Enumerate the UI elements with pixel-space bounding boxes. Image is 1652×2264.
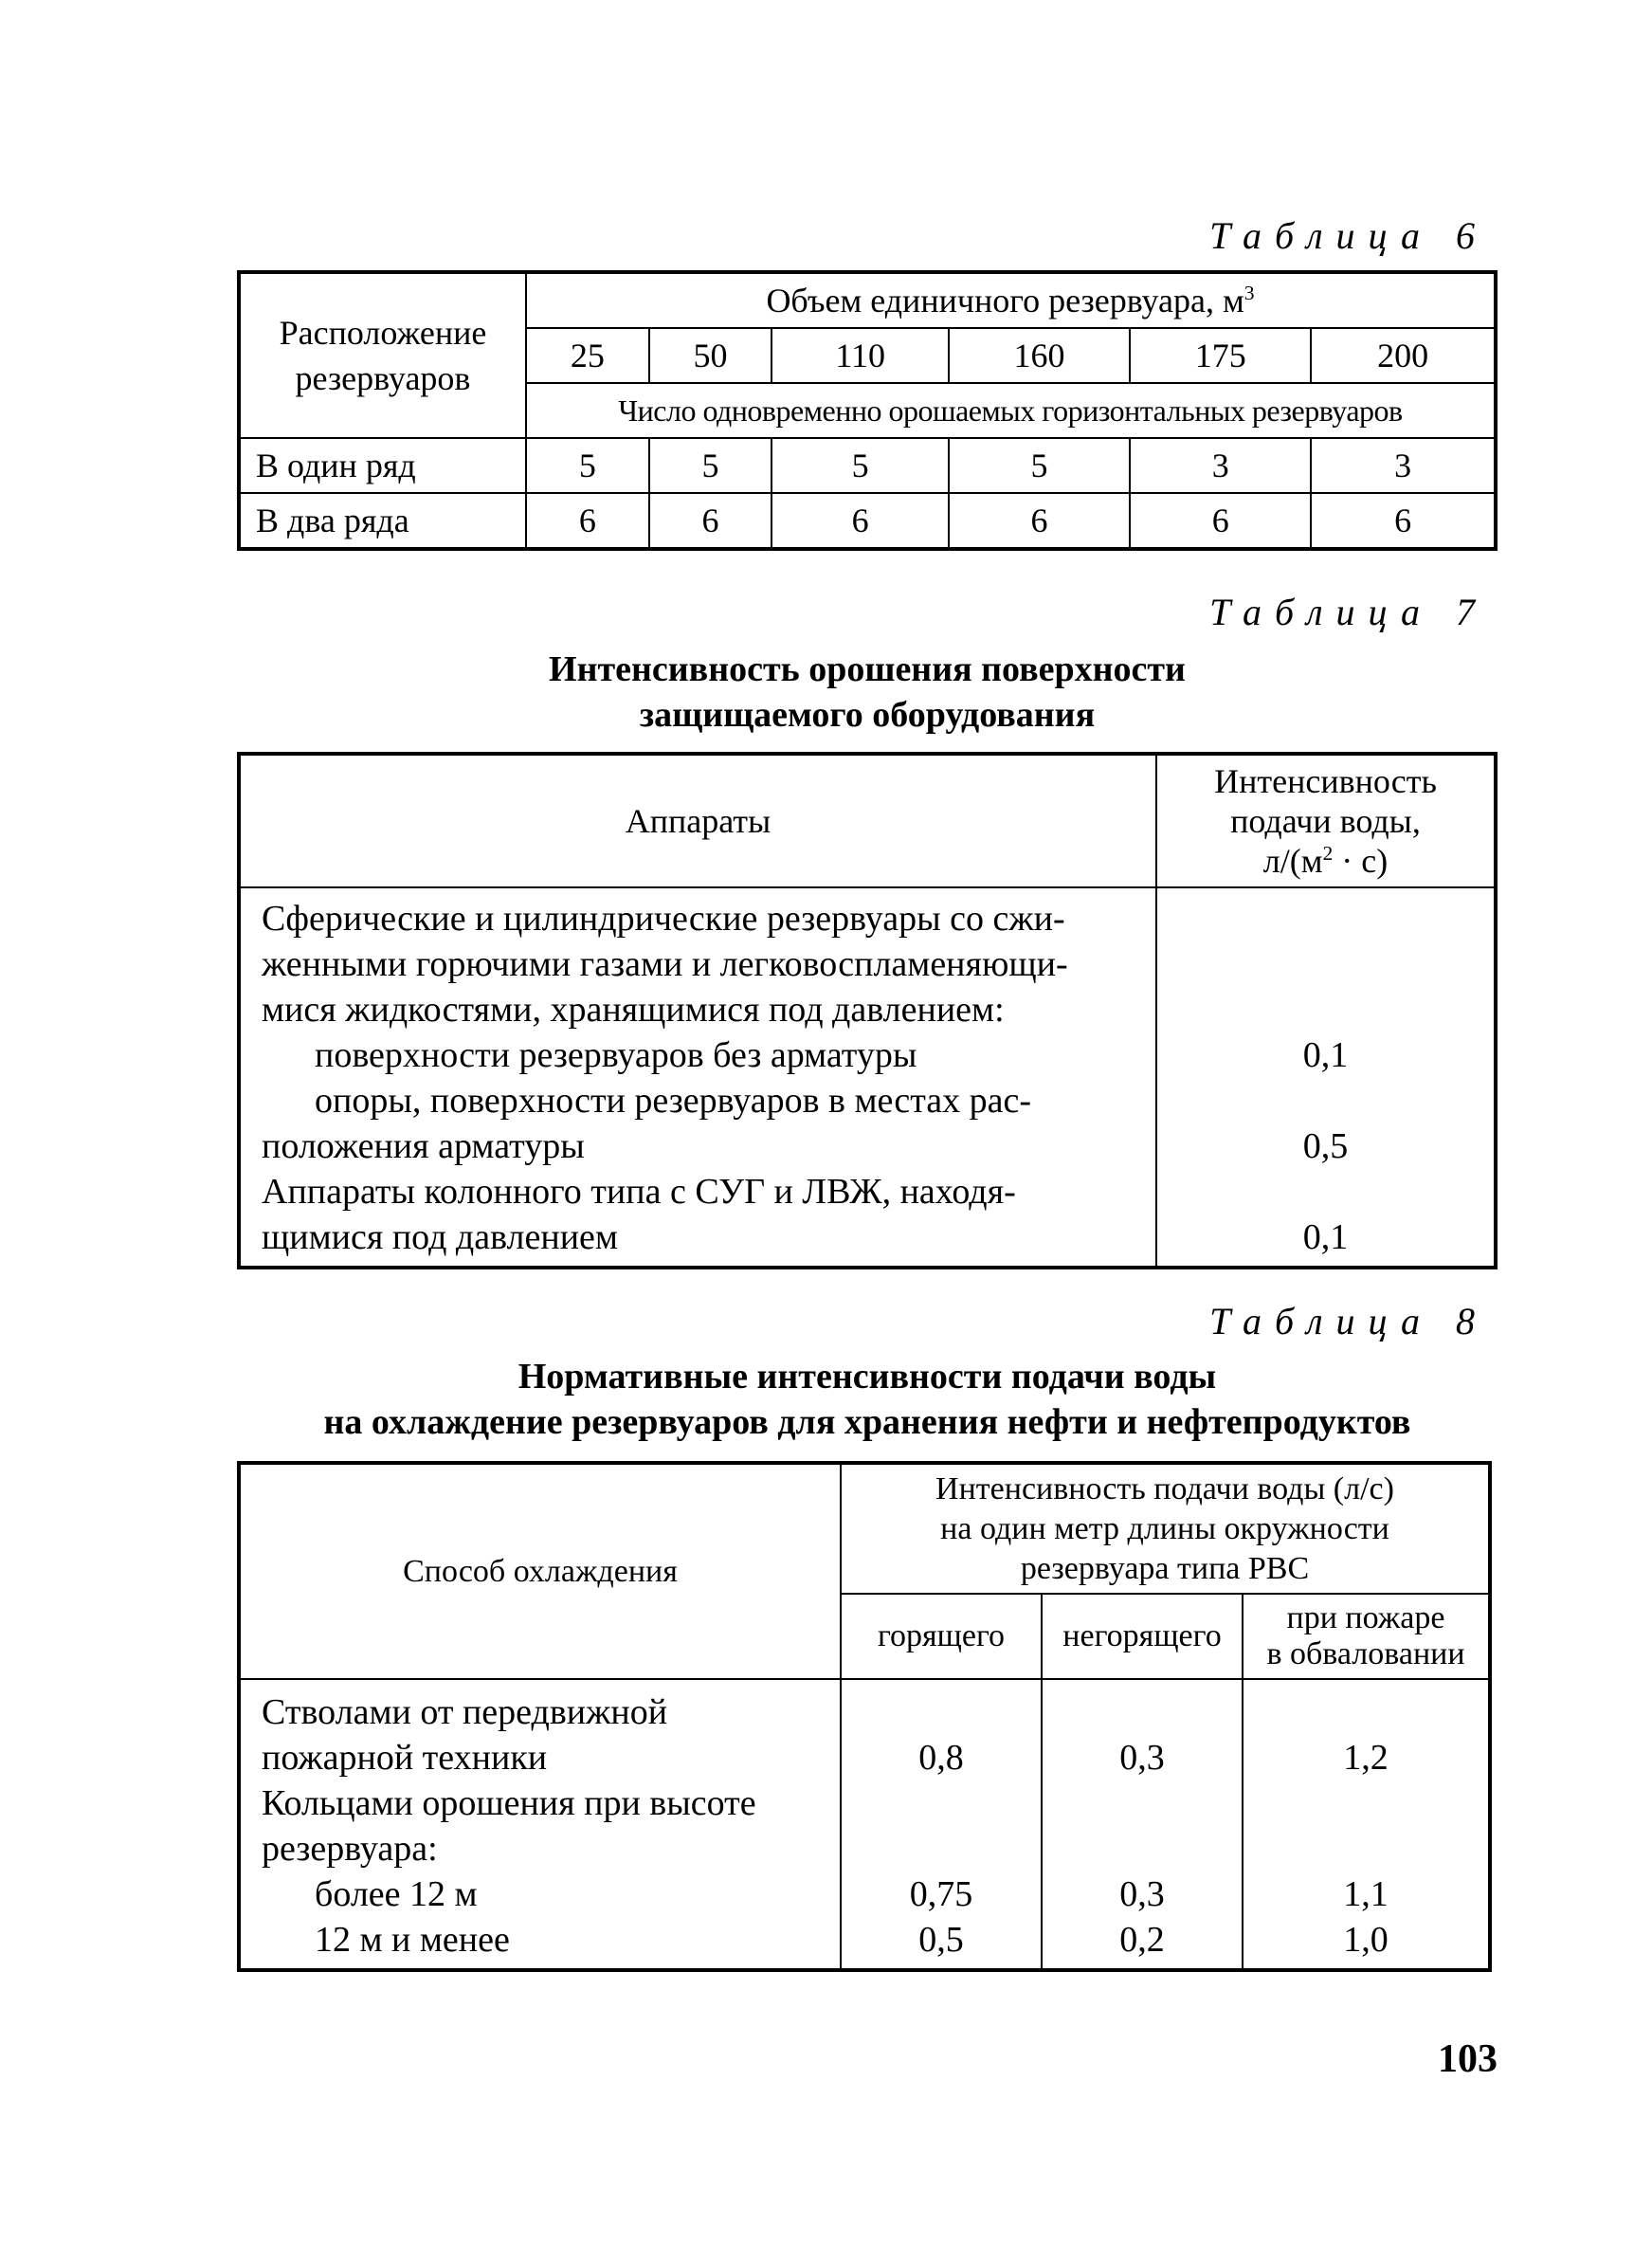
header-volume-175: 175 xyxy=(1130,328,1311,383)
table-cell: 1,0 xyxy=(1343,1920,1389,1960)
table-cell: 1,2 xyxy=(1343,1738,1389,1778)
list-item: Кольцами орошения при высоте xyxy=(262,1783,756,1823)
table-cell: 5 xyxy=(772,438,949,493)
table8-title-line2: на охлаждение резервуаров для хранения нефти и нефтепродуктов xyxy=(323,1402,1411,1442)
table-cell: 0,1 xyxy=(1302,1035,1349,1075)
header-intensity-group: Интенсивность подачи воды (л/с) на один метр длины окружности резервуара типа РВС xyxy=(841,1463,1490,1594)
header-volume-160: 160 xyxy=(949,328,1130,383)
table-cell: 0,5 xyxy=(918,1920,964,1960)
table8-title-line1: Нормативные интенсивности подачи воды xyxy=(517,1357,1217,1397)
intensity-values xyxy=(1156,887,1496,1268)
table-cell: 6 xyxy=(949,493,1130,549)
header-volume-50: 50 xyxy=(649,328,772,383)
table-cell: 5 xyxy=(526,438,649,493)
list-item: 12 м и менее xyxy=(315,1920,510,1960)
table8-caption: Таблица 8 xyxy=(1209,1300,1488,1342)
apparatus-list xyxy=(239,887,1156,1268)
header-cooling-method: Способ охлаждения xyxy=(239,1463,841,1679)
table7-caption: Таблица 7 xyxy=(1209,591,1488,633)
table-row xyxy=(239,438,1496,493)
burning-values xyxy=(841,1679,1042,1970)
table8-title xyxy=(237,1354,1498,1445)
list-item: опоры, поверхности резервуаров в местах рас- xyxy=(315,1081,1032,1121)
list-item: пожарной техники xyxy=(262,1738,548,1778)
list-item: щимися под давлением xyxy=(262,1217,618,1257)
table7-title xyxy=(237,647,1498,738)
header-apparatus: Аппараты xyxy=(239,754,1156,887)
nonburning-values xyxy=(1042,1679,1243,1970)
list-item: положения арматуры xyxy=(262,1126,585,1166)
list-item: женными горючими газами и легковоспламеняющи- xyxy=(262,944,1068,984)
table8 xyxy=(237,1461,1492,1972)
table6 xyxy=(237,270,1498,551)
list-item: резервуара: xyxy=(262,1829,438,1869)
table7-title-line1: Интенсивность орошения поверхности xyxy=(549,649,1186,689)
table-cell: 6 xyxy=(1311,493,1496,549)
table-cell: 0,5 xyxy=(1302,1126,1349,1166)
header-intensity: Интенсивность подачи воды, $л/(м^2 \cdot с)$ xyxy=(1156,754,1496,887)
header-volume-25: 25 xyxy=(526,328,649,383)
table-cell: 5 xyxy=(949,438,1130,493)
table-cell: 0,2 xyxy=(1119,1920,1165,1960)
header-volume-200: 200 xyxy=(1311,328,1496,383)
header-volume-110: 110 xyxy=(772,328,949,383)
table7 xyxy=(237,752,1498,1269)
table-cell: 6 xyxy=(772,493,949,549)
row-label: В два ряда xyxy=(239,493,526,549)
header-location: Расположение резервуаров xyxy=(239,272,526,438)
table-cell: 3 xyxy=(1311,438,1496,493)
list-item: поверхности резервуаров без арматуры xyxy=(315,1035,917,1075)
header-burning: горящего xyxy=(841,1594,1042,1679)
header-count-note: Число одновременно орошаемых горизонтальных резервуаров xyxy=(526,383,1496,438)
table-cell: 0,8 xyxy=(918,1738,964,1778)
table7-title-line2: защищаемого оборудования xyxy=(639,695,1096,735)
table-row xyxy=(239,493,1496,549)
table6-caption: Таблица 6 xyxy=(1209,214,1488,257)
table-cell: 0,75 xyxy=(909,1874,973,1914)
cooling-method-list xyxy=(239,1679,841,1970)
embankment-values xyxy=(1243,1679,1490,1970)
header-volume: Объем единичного резервуара, $м^3$ xyxy=(526,272,1496,328)
list-item: мися жидкостями, хранящимися под давлением: xyxy=(262,990,1005,1030)
row-label: В один ряд xyxy=(239,438,526,493)
list-item: Аппараты колонного типа с СУГ и ЛВЖ, находя- xyxy=(262,1172,1016,1212)
header-nonburning: негорящего xyxy=(1042,1594,1243,1679)
header-embankment: при пожаре в обваловании xyxy=(1243,1594,1490,1679)
table-cell: 0,1 xyxy=(1302,1217,1349,1257)
list-item: Стволами от передвижной xyxy=(262,1692,668,1732)
table-cell: 6 xyxy=(1130,493,1311,549)
table-cell: 6 xyxy=(526,493,649,549)
table-cell: 0,3 xyxy=(1119,1874,1165,1914)
table-cell: 6 xyxy=(649,493,772,549)
list-item: более 12 м xyxy=(315,1874,478,1914)
table-cell: 0,3 xyxy=(1119,1738,1165,1778)
table-cell: 1,1 xyxy=(1343,1874,1389,1914)
table-cell: 5 xyxy=(649,438,772,493)
page-number: 103 xyxy=(1438,2037,1498,2081)
table-cell: 3 xyxy=(1130,438,1311,493)
list-item: Сферические и цилиндрические резервуары со сжи- xyxy=(262,899,1065,939)
